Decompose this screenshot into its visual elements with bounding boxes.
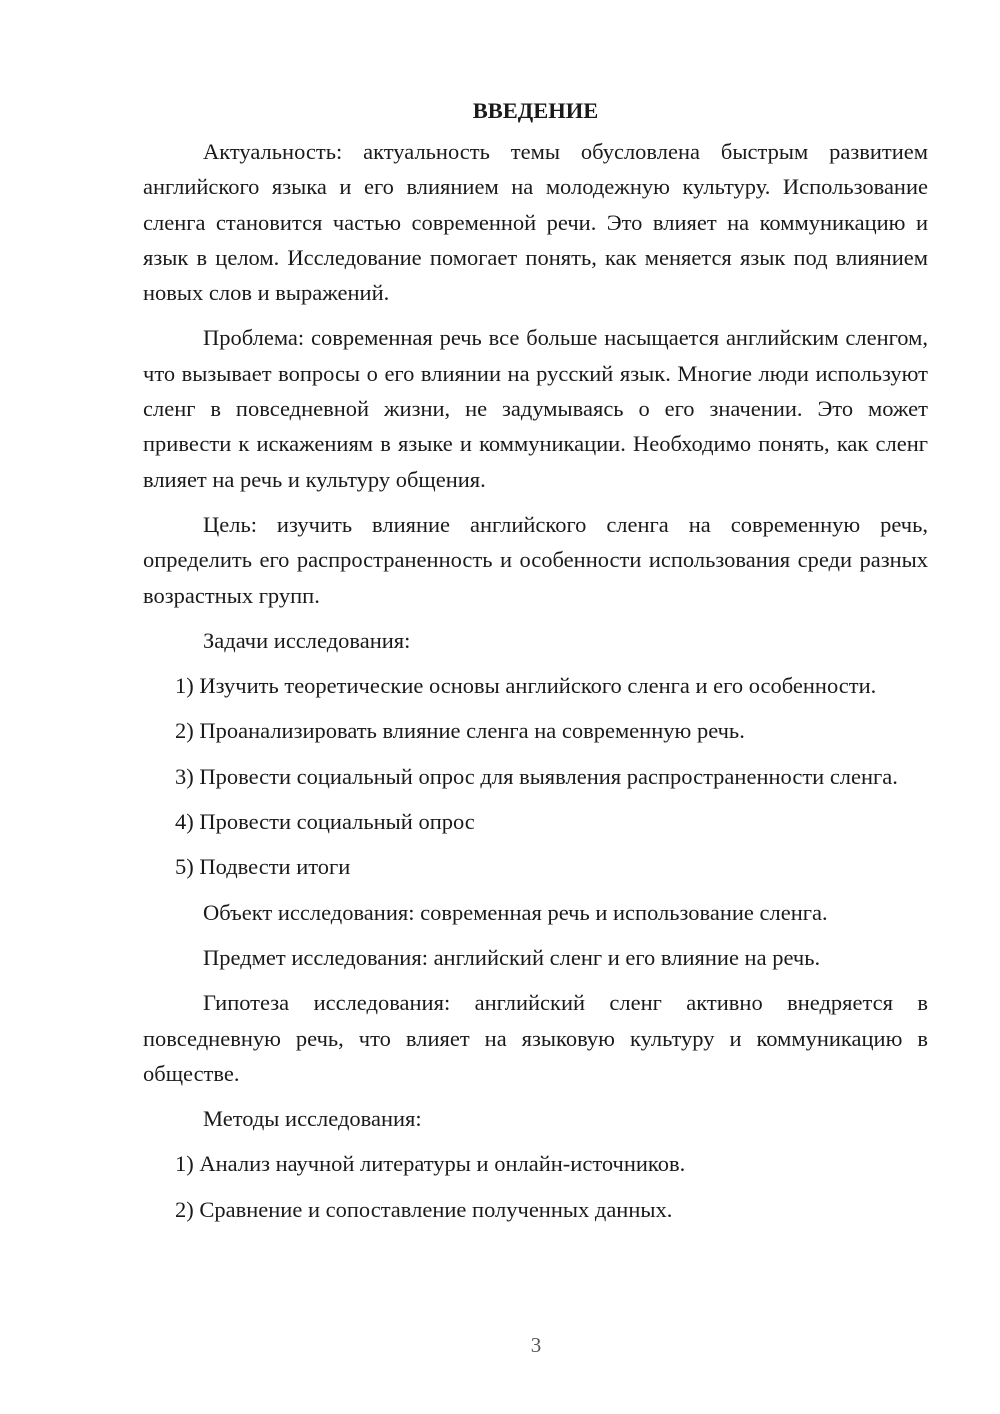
tasks-heading: Задачи исследования: — [203, 627, 411, 653]
subject-paragraph: Предмет исследования: английский сленг и его влияние на речь. — [203, 944, 821, 970]
task-item: 1) Изучить теоретические основы английского сленга и его особенности. — [175, 673, 877, 699]
relevance-paragraph: Актуальность: актуальность темы обусловлена быстрым развитием английского языка и его влиянием на молодежную культуру. Использование сленга становится частью современной речи. Это влияет на коммуникацию и язык в целом. Исследование помогает понять, как меняется язык под влиянием новых слов и выражений. — [143, 139, 928, 306]
hypothesis-paragraph: Гипотеза исследования: английский сленг активно внедряется в повседневную речь, что влияет на языковую культуру и коммуникацию в обществе. — [143, 990, 928, 1086]
task-item: 4) Провести социальный опрос — [175, 809, 475, 835]
task-item: 2) Проанализировать влияние сленга на современную речь. — [175, 718, 745, 744]
page-content — [143, 96, 928, 1237]
object-paragraph: Объект исследования: современная речь и использование сленга. — [203, 899, 828, 925]
method-item: 2) Сравнение и сопоставление полученных данных. — [175, 1196, 673, 1222]
problem-paragraph: Проблема: современная речь все больше насыщается английским сленгом, что вызывает вопросы о его влиянии на русский язык. Многие люди используют сленг в повседневной жизни, не задумываясь о его значении. Это может привести к искажениям в языке и коммуникации. Необходимо понять, как сленг влияет на речь и культуру общения. — [143, 325, 928, 492]
methods-heading: Методы исследования: — [203, 1106, 422, 1132]
goal-paragraph: Цель: изучить влияние английского сленга на современную речь, определить его распространенность и особенности использования среди разных возрастных групп. — [143, 511, 928, 608]
task-item: 5) Подвести итоги — [175, 854, 351, 880]
task-item: 3) Провести социальный опрос для выявления распространенности сленга. — [175, 763, 898, 789]
page-number: 3 — [530, 1333, 542, 1357]
method-item: 1) Анализ научной литературы и онлайн-источников. — [175, 1151, 686, 1177]
page-title: ВВЕДЕНИЕ — [472, 98, 599, 123]
